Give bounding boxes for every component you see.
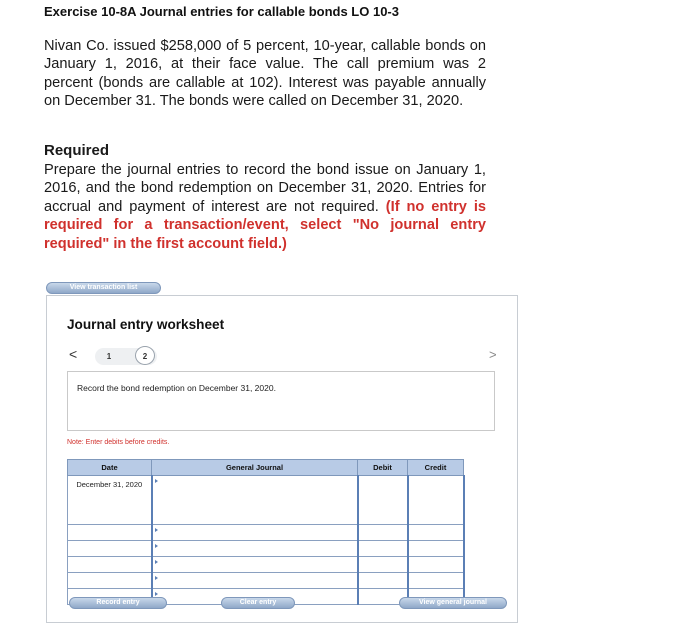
dropdown-caret-icon	[155, 576, 158, 580]
problem-text: Nivan Co. issued $258,000 of 5 percent, 10-year, callable bonds on January 1, 2016, at their face value. The call premium was 2 percent (bonds are callable at 102). Interest was payable annually on December 31. The bonds were called on December 31, 2020.	[44, 38, 486, 110]
date-cell: December 31, 2020	[68, 476, 152, 525]
account-field[interactable]	[152, 557, 358, 573]
table-row	[68, 476, 464, 525]
note-text: Note: Enter debits before credits.	[67, 439, 170, 446]
required-body: Prepare the journal entries to record the bond issue on January 1, 2016, and the bond redemption on December 31, 2020. Entries for accrual and payment of interest are not required.	[44, 162, 486, 215]
account-field[interactable]	[152, 541, 358, 557]
worksheet-title: Journal entry worksheet	[67, 317, 225, 332]
credit-input[interactable]	[408, 541, 464, 557]
debit-input[interactable]	[358, 573, 408, 589]
dropdown-caret-icon	[155, 479, 158, 483]
dropdown-caret-icon	[155, 592, 158, 596]
instruction-text: Record the bond redemption on December 31, 2020.	[77, 383, 276, 393]
view-general-journal-button[interactable]: View general journal	[399, 597, 507, 609]
debit-input[interactable]	[358, 541, 408, 557]
table-row	[68, 541, 464, 557]
table-header-row	[68, 460, 464, 476]
debit-input[interactable]	[358, 476, 408, 525]
tab-1[interactable]: 1	[106, 352, 112, 361]
required-heading: Required	[44, 142, 110, 159]
debit-column-header: Debit	[358, 460, 408, 476]
record-entry-button[interactable]: Record entry	[69, 597, 167, 609]
tab-2[interactable]: 2	[135, 346, 155, 365]
date-cell	[68, 573, 152, 589]
prev-arrow-icon[interactable]: <	[69, 346, 78, 362]
view-transaction-list-button[interactable]: View transaction list	[46, 282, 161, 294]
credit-input[interactable]	[408, 525, 464, 541]
journal-table	[67, 459, 465, 605]
date-cell	[68, 557, 152, 573]
next-arrow-icon[interactable]: >	[489, 347, 497, 362]
dropdown-caret-icon	[155, 560, 158, 564]
debit-input[interactable]	[358, 557, 408, 573]
table-row	[68, 557, 464, 573]
account-field[interactable]	[152, 573, 358, 589]
credit-input[interactable]	[408, 476, 464, 525]
table-row	[68, 573, 464, 589]
exercise-title: Exercise 10-8A Journal entries for callable bonds LO 10-3	[44, 4, 399, 19]
date-cell	[68, 525, 152, 541]
credit-column-header: Credit	[408, 460, 464, 476]
table-row	[68, 525, 464, 541]
debit-input[interactable]	[358, 525, 408, 541]
credit-input[interactable]	[408, 573, 464, 589]
journal-entry-worksheet-panel	[46, 295, 518, 623]
instruction-box	[67, 371, 495, 431]
account-field[interactable]	[152, 476, 358, 525]
account-field[interactable]	[152, 525, 358, 541]
date-column-header: Date	[68, 460, 152, 476]
dropdown-caret-icon	[155, 544, 158, 548]
required-red-note: (If no entry is required for a transaction/event, select "No journal entry required" in the first account field.)	[44, 198, 487, 252]
general-journal-column-header: General Journal	[152, 460, 358, 476]
dropdown-caret-icon	[155, 528, 158, 532]
required-text	[44, 161, 486, 253]
clear-entry-button[interactable]: Clear entry	[221, 597, 295, 609]
date-cell	[68, 541, 152, 557]
credit-input[interactable]	[408, 557, 464, 573]
